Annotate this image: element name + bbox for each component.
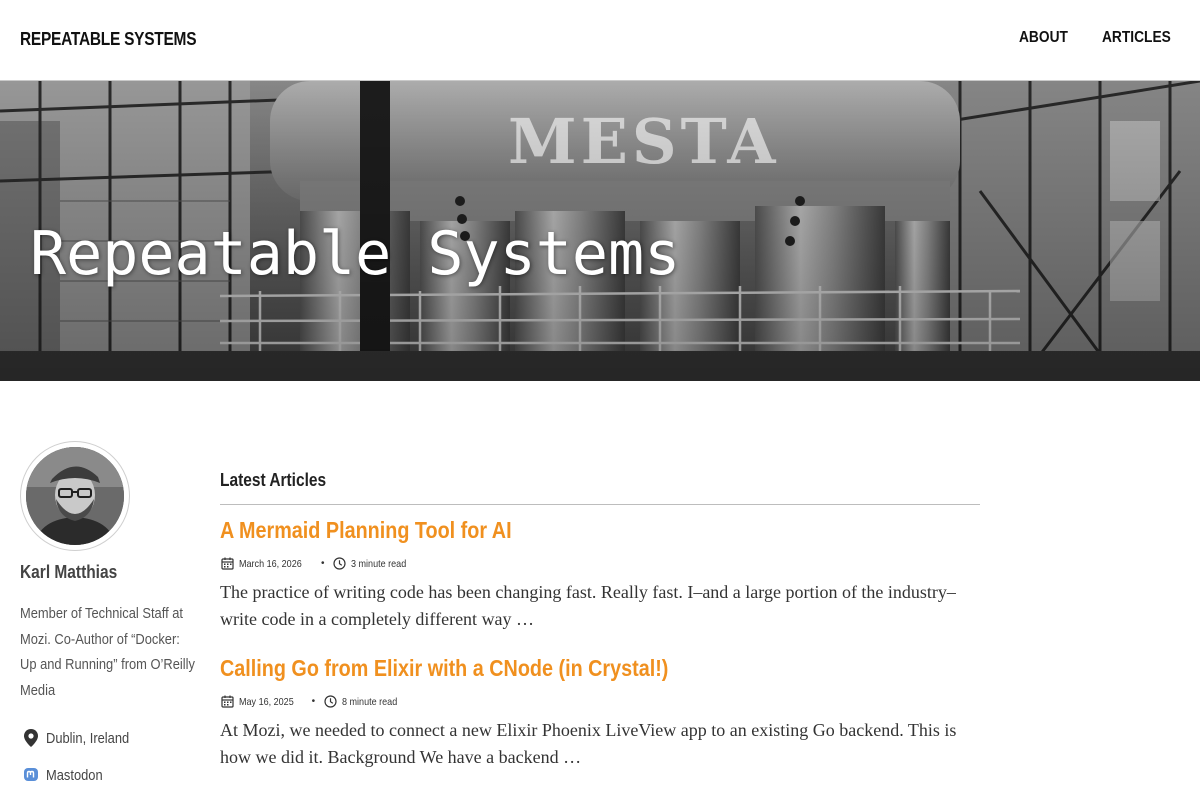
calendar-icon	[221, 557, 234, 570]
author-avatar	[20, 441, 130, 551]
mastodon-icon	[20, 765, 42, 785]
hero-title: Repeatable Systems	[30, 219, 681, 289]
nav-articles-link[interactable]: ARTICLES	[1102, 29, 1171, 46]
nav-about-link[interactable]: ABOUT	[1019, 29, 1068, 46]
post-excerpt: The practice of writing code has been changing fast. Really fast. I–and a large portion of the industry–write code in a completely different way …	[220, 582, 956, 629]
map-marker-icon	[20, 728, 42, 748]
author-photo	[26, 447, 124, 545]
post-meta	[221, 557, 416, 570]
author-bio: Member of Technical Staff at Mozi. Co-Author of “Docker: Up and Running” from O’Reilly Media	[20, 605, 195, 700]
post-title-link[interactable]: Calling Go from Elixir with a CNode (in Crystal!)	[220, 655, 669, 681]
post-read-time: 8 minute read	[342, 695, 398, 708]
post-excerpt: At Mozi, we needed to connect a new Elixir Phoenix LiveView app to an existing Go backend. This is how we did it. Background We have a backend …	[220, 720, 957, 767]
post-date: May 16, 2025	[239, 695, 294, 708]
masthead	[0, 0, 1200, 81]
section-divider	[220, 504, 980, 505]
calendar-icon	[221, 695, 234, 708]
author-location-label: Dublin, Ireland	[46, 729, 130, 747]
author-location	[20, 728, 143, 748]
site-title-link[interactable]: REPEATABLE SYSTEMS	[20, 29, 197, 49]
author-name: Karl Matthias	[20, 562, 118, 582]
post-date: March 16, 2026	[239, 557, 302, 570]
post-meta	[221, 695, 406, 708]
clock-icon	[333, 557, 346, 570]
meta-separator: •	[311, 696, 316, 707]
post-title-link[interactable]: A Mermaid Planning Tool for AI	[220, 517, 512, 543]
author-mastodon-link[interactable]	[20, 765, 112, 785]
post-read-time: 3 minute read	[351, 557, 407, 570]
author-mastodon-label: Mastodon	[46, 766, 103, 784]
meta-separator: •	[320, 558, 325, 569]
clock-icon	[324, 695, 337, 708]
hero-banner	[0, 81, 1200, 381]
latest-articles-heading: Latest Articles	[220, 470, 327, 490]
